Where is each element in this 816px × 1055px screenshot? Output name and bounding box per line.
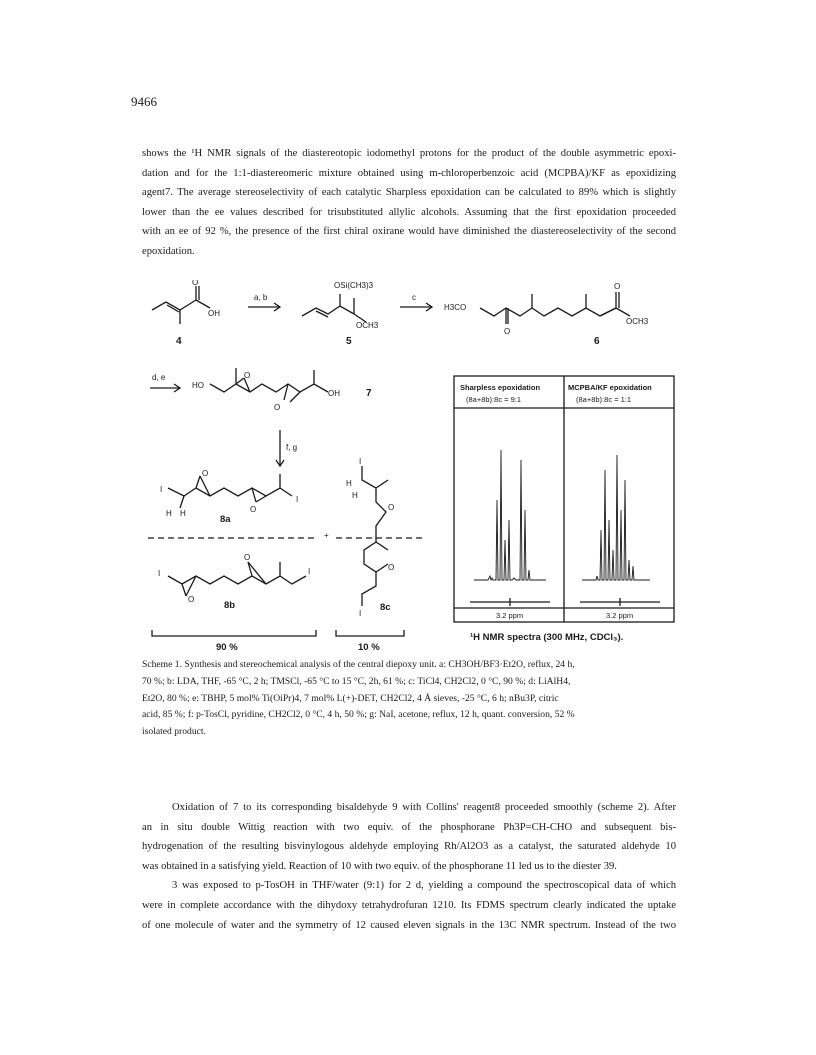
text-line: lower than the ee values described for trisubstituted allylic alcohols. Assuming that the first epoxidation proceeded bbox=[142, 206, 676, 218]
scheme-1-figure bbox=[140, 280, 680, 650]
compound-label-8c: 8c bbox=[380, 602, 391, 613]
compound-label-4: 4 bbox=[176, 336, 182, 347]
text-line: Oxidation of 7 to its corresponding bisaldehyde 9 with Collins' reagent8 proceeded smoothly (scheme 2). After bbox=[172, 802, 676, 813]
atom-label-o-7a: O bbox=[244, 371, 251, 380]
atom-label-o-8a-a: O bbox=[202, 469, 209, 478]
nmr-spectrum-sharpless bbox=[474, 450, 546, 580]
caption-line: Et2O, 80 %; e: TBHP, 5 mol% Ti(OiPr)4, 7 mol% L(+)-DET, CH2Cl2, 4 Å sieves, -25 °C, 6 h; nBu3P, citric bbox=[142, 692, 559, 704]
reagent-label-c: c bbox=[412, 293, 416, 302]
text-line: epoxidation. bbox=[142, 245, 195, 257]
atom-label-o-4: O bbox=[192, 280, 199, 287]
page-number: 9466 bbox=[131, 94, 157, 109]
text-line: was obtained in a satisfying yield. Reaction of 10 with two equiv. of the phosphorane 11 led us to the diester 39. bbox=[142, 860, 617, 872]
atom-label-h-8c-a: H bbox=[346, 479, 352, 488]
compound-8c-structure bbox=[362, 466, 388, 606]
compound-label-5: 5 bbox=[346, 336, 352, 347]
ratio-bracket-left bbox=[152, 630, 316, 636]
scheme-caption bbox=[142, 657, 676, 741]
text-line: were in complete accordance with the dihydoxy tetrahydrofuran 1210. Its FDMS spectrum clearly indicated the uptake bbox=[142, 899, 676, 911]
caption-line: Scheme 1. Synthesis and stereochemical analysis of the central diepoxy unit. a: CH3OH/BF3·Et2O, reflux, 24 h, bbox=[142, 659, 575, 670]
text-line: with an ee of 92 %, the presence of the first chiral oxirane would have diminished the diastereoselectivity of the second bbox=[142, 226, 676, 238]
text-line: of one molecule of water and the symmetry of 12 caused eleven signals in the 13C NMR spectrum. Instead of the two bbox=[142, 919, 676, 931]
compound-8b-structure bbox=[168, 562, 306, 596]
atom-label-ho-7: HO bbox=[192, 381, 204, 390]
atom-label-h-8a-b: H bbox=[180, 509, 186, 518]
plus-sign: + bbox=[324, 531, 329, 540]
reagent-label-ab: a, b bbox=[254, 293, 268, 302]
atom-label-i-8b-l: I bbox=[158, 569, 161, 578]
ratio-label-90: 90 % bbox=[216, 642, 238, 650]
nmr-right-axis-label: 3.2 ppm bbox=[606, 611, 634, 620]
atom-label-o-8b-a: O bbox=[188, 595, 195, 604]
compound-label-6: 6 bbox=[594, 336, 600, 347]
atom-label-o-8c-a: O bbox=[388, 503, 395, 512]
atom-label-o-7b: O bbox=[274, 403, 281, 412]
atom-label-i-8b-r: I bbox=[308, 567, 311, 576]
nmr-left-ratio: (8a+8b):8c = 9:1 bbox=[466, 395, 522, 404]
atom-label-i-8c-b: I bbox=[359, 609, 362, 618]
text-line: hydrogenation of the resulting bisvinylogous aldehyde employing Rh/Al2O3 as a catalyst, the saturated aldehyde 10 bbox=[142, 841, 676, 853]
caption-line: acid, 85 %; f: p-TosCl, pyridine, CH2Cl2, 0 °C, 4 h, 50 %; g: NaI, acetone, reflux, 12 h, quant. conversion, 52 % bbox=[142, 709, 575, 721]
body-paragraph bbox=[142, 798, 676, 935]
atom-label-oh-4: OH bbox=[208, 309, 220, 318]
atom-label-o-6b: O bbox=[614, 282, 621, 291]
atom-label-oh-7: OH bbox=[328, 389, 340, 398]
atom-label-i-8a-r: I bbox=[296, 495, 299, 504]
compound-label-7: 7 bbox=[366, 388, 372, 399]
reagent-label-de: d, e bbox=[152, 373, 166, 382]
atom-label-och3-5: OCH3 bbox=[356, 321, 379, 330]
compound-label-8a: 8a bbox=[220, 514, 231, 525]
text-line: an in situ double Wittig reaction with two equiv. of the phosphorane Ph3P=CH-CHO and subsequent bis- bbox=[142, 821, 676, 833]
atom-label-o-8b-b: O bbox=[244, 553, 251, 562]
compound-6-structure bbox=[480, 292, 630, 324]
nmr-caption: ¹H NMR spectra (300 MHz, CDCl₃). bbox=[470, 632, 624, 643]
ratio-label-10: 10 % bbox=[358, 642, 380, 650]
atom-label-o-8a-b: O bbox=[250, 505, 257, 514]
compound-8a-structure bbox=[168, 474, 292, 508]
text-line: dation and for the 1:1-diastereomeric mixture obtained using m-chloroperbenzoic acid (MCPBA)/KF as epoxidizing bbox=[142, 167, 676, 179]
compound-7-structure bbox=[210, 368, 328, 402]
atom-label-h3co: H3CO bbox=[444, 303, 467, 312]
atom-label-h-8c-b: H bbox=[352, 491, 358, 500]
text-line: shows the ¹H NMR signals of the diastereotopic iodomethyl protons for the product of the double asymmetric epoxi- bbox=[142, 148, 676, 159]
caption-line: isolated product. bbox=[142, 726, 206, 738]
atom-label-osi: OSi(CH3)3 bbox=[334, 281, 374, 290]
ratio-bracket-right bbox=[336, 630, 404, 636]
atom-label-o-6a: O bbox=[504, 327, 511, 336]
atom-label-h-8a-a: H bbox=[166, 509, 172, 518]
atom-label-o-8c-b: O bbox=[388, 563, 395, 572]
nmr-right-title: MCPBA/KF epoxidation bbox=[568, 383, 652, 392]
atom-label-i-8c-t: I bbox=[359, 457, 362, 466]
atom-label-i-8a-l: I bbox=[160, 485, 163, 494]
caption-line: 70 %; b: LDA, THF, -65 °C, 2 h; TMSCl, -65 °C to 15 °C, 2h, 61 %; c: TiCl4, CH2Cl2, 0 °C, 90 %; d: LiAlH4, bbox=[142, 675, 571, 687]
compound-4-structure bbox=[152, 286, 210, 324]
compound-5-structure bbox=[302, 294, 366, 322]
atom-label-och3-6: OCH3 bbox=[626, 317, 649, 326]
nmr-left-axis-label: 3.2 ppm bbox=[496, 611, 524, 620]
text-line: 3 was exposed to p-TosOH in THF/water (9:1) for 2 d, yielding a compound the spectroscopical data of which bbox=[172, 880, 676, 892]
nmr-left-title: Sharpless epoxidation bbox=[460, 383, 541, 392]
text-line: agent7. The average stereoselectivity of each catalytic Sharpless epoxidation can be calculated to 89% which is slightly bbox=[142, 187, 676, 199]
scheme-drawing bbox=[140, 280, 680, 650]
compound-label-8b: 8b bbox=[224, 600, 236, 611]
reagent-label-fg: f, g bbox=[286, 443, 298, 452]
nmr-spectrum-mcpba bbox=[582, 455, 650, 580]
nmr-right-ratio: (8a+8b):8c = 1:1 bbox=[576, 395, 632, 404]
intro-paragraph bbox=[142, 144, 676, 262]
